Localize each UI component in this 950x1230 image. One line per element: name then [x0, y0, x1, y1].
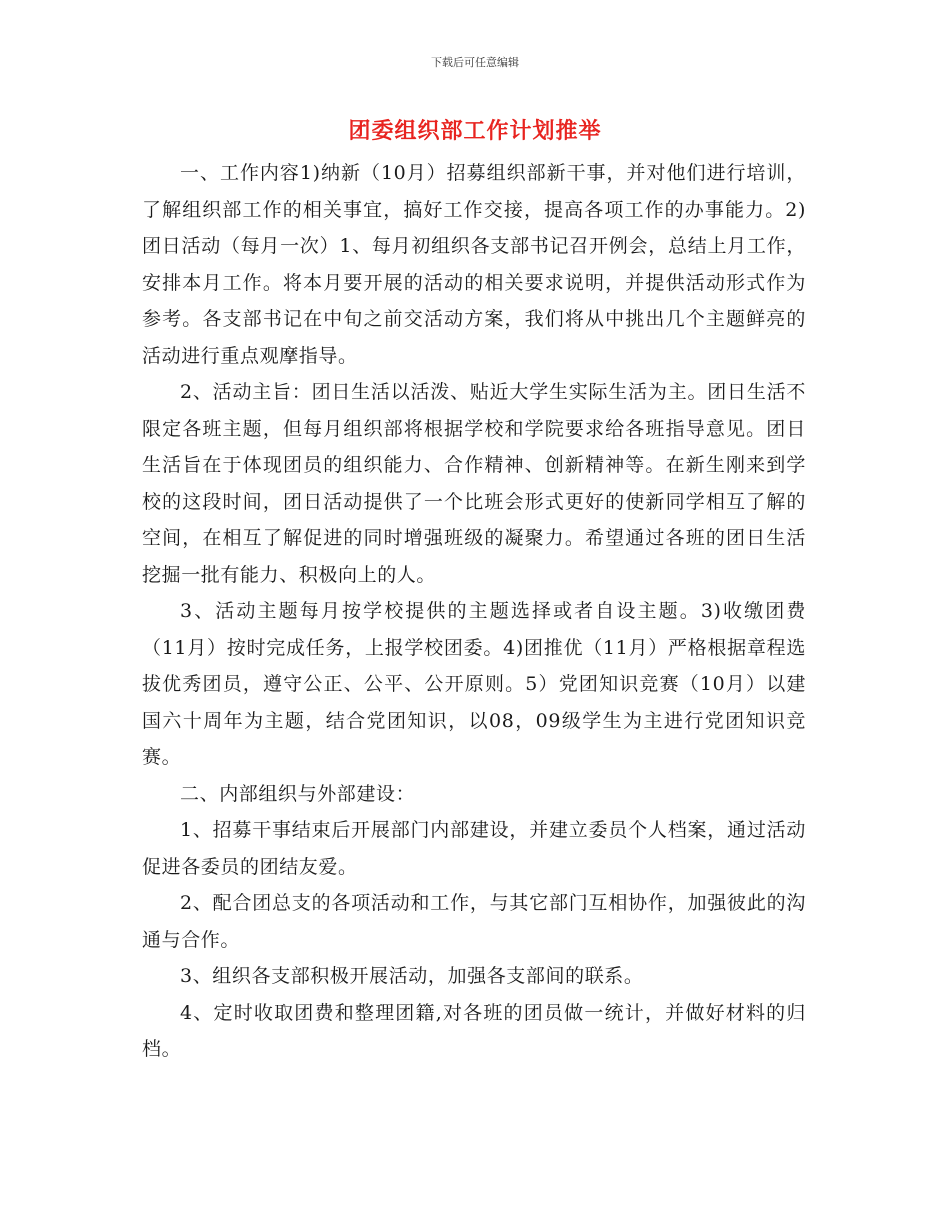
document-title: 团委组织部工作计划推举: [348, 119, 602, 144]
paragraph-7: 3、组织各支部积极开展活动，加强各支部间的联系。: [180, 965, 644, 987]
paragraph-8: 4、定时收取团费和整理团籍,对各班的团员做一统计，并做好材料的归档。: [142, 1001, 806, 1060]
document-body: [142, 155, 806, 1068]
paragraph-2: 2、活动主旨：团日生活以活泼、贴近大学生实际生活为主。团日生活不限定各班主题，但每月组织部将根据学校和学院要求给各班指导意见。团日生活旨在于体现团员的组织能力、合作精神、创新精神等。在新生刚来到学校的这段时间，团日活动提供了一个比班会形式更好的使新同学相互了解的空间，在相互了解促进的同时增强班级的凝聚力。希望通过各班的团日生活挖掘一批有能力、积极向上的人。: [142, 381, 806, 586]
paragraph-3: 3、活动主题每月按学校提供的主题选择或者自设主题。3)收缴团费（11月）按时完成任务，上报学校团委。4)团推优（11月）严格根据章程选拔优秀团员，遵守公正、公平、公开原则。5）党团知识竞赛（10月）以建国六十周年为主题，结合党团知识，以08，09级学生为主进行党团知识竞赛。: [142, 600, 806, 768]
paragraph-4: 二、内部组织与外部建设：: [180, 782, 416, 805]
paragraph-1: 一、工作内容1)纳新（10月）招募组织部新干事，并对他们进行培训，了解组织部工作的相关事宜，搞好工作交接，提高各项工作的办事能力。2)团日活动（每月一次）1、每月初组织各支部书记召开例会，总结上月工作，安排本月工作。将本月要开展的活动的相关要求说明，并提供活动形式作为参考。各支部书记在中旬之前交活动方案，我们将从中挑出几个主题鲜亮的活动进行重点观摩指导。: [142, 162, 806, 367]
paragraph-5: 1、招募干事结束后开展部门内部建设，并建立委员个人档案，通过活动促进各委员的团结友爱。: [142, 819, 806, 878]
header-note: 下载后可任意编辑: [431, 56, 519, 69]
paragraph-6: 2、配合团总支的各项活动和工作，与其它部门互相协作，加强彼此的沟通与合作。: [142, 892, 806, 951]
